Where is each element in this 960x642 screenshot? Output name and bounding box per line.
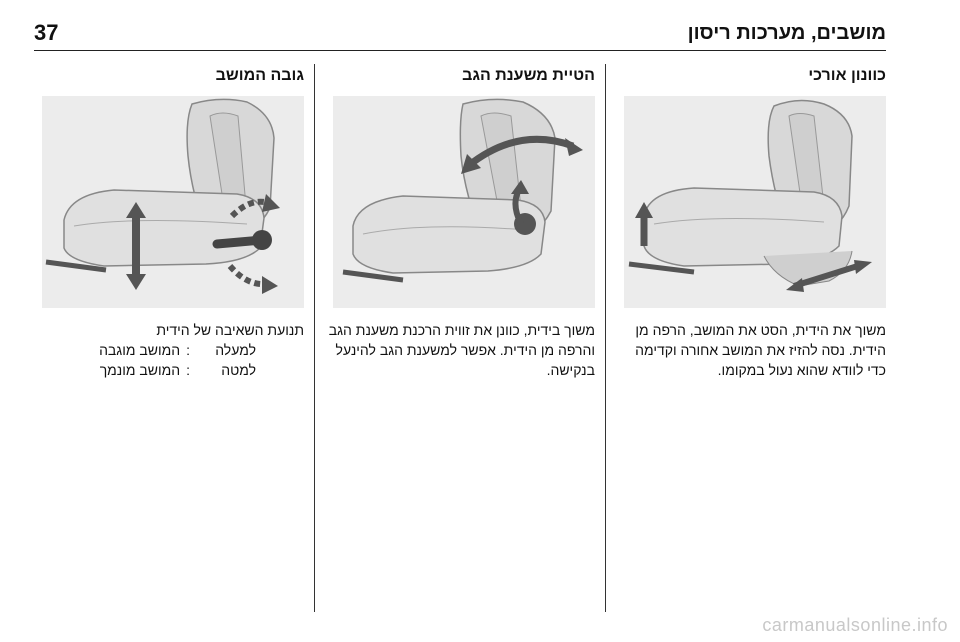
section-text: משוך את הידית, הסט את המושב, הרפה מן הידית. נסה להזיז את המושב אחורה וקדימה כדי לוודא שהוא נעול במקומו. — [635, 322, 886, 378]
section-title: כוונון אורכי — [808, 67, 886, 84]
running-title: מושבים, מערכות ריסון — [687, 22, 886, 44]
section-text: תנועת השאיבה של הידית — [156, 322, 304, 338]
adjust-desc: המושב מונמך — [99, 362, 181, 378]
adjust-down-row — [34, 360, 304, 380]
adjust-term: למטה — [221, 362, 256, 378]
column-divider — [605, 64, 606, 612]
adjust-sep: : — [186, 362, 190, 378]
seat-fore-aft-diagram — [624, 96, 886, 308]
seat-height-diagram — [42, 96, 304, 308]
section-title: גובה המושב — [215, 67, 304, 84]
column-divider — [314, 64, 315, 612]
adjust-desc: המושב מוגבה — [99, 342, 181, 358]
adjust-term: למעלה — [215, 342, 256, 358]
section-fore-aft — [616, 64, 886, 380]
section-title: הטיית משענת הגב — [462, 67, 595, 84]
adjust-up-row — [34, 340, 304, 360]
adjust-sep: : — [186, 342, 190, 358]
section-text: משוך בידית, כוונן את זווית הרכנת משענת הגב והרפה מן הידית. אפשר למשענת הגב להינעל בנקישה. — [328, 322, 595, 378]
section-height — [34, 64, 304, 380]
section-recline — [325, 64, 595, 380]
page-number: 37 — [34, 20, 59, 45]
page-header — [34, 20, 886, 51]
watermark: carmanualsonline.info — [762, 615, 948, 635]
seat-recline-diagram — [333, 96, 595, 308]
